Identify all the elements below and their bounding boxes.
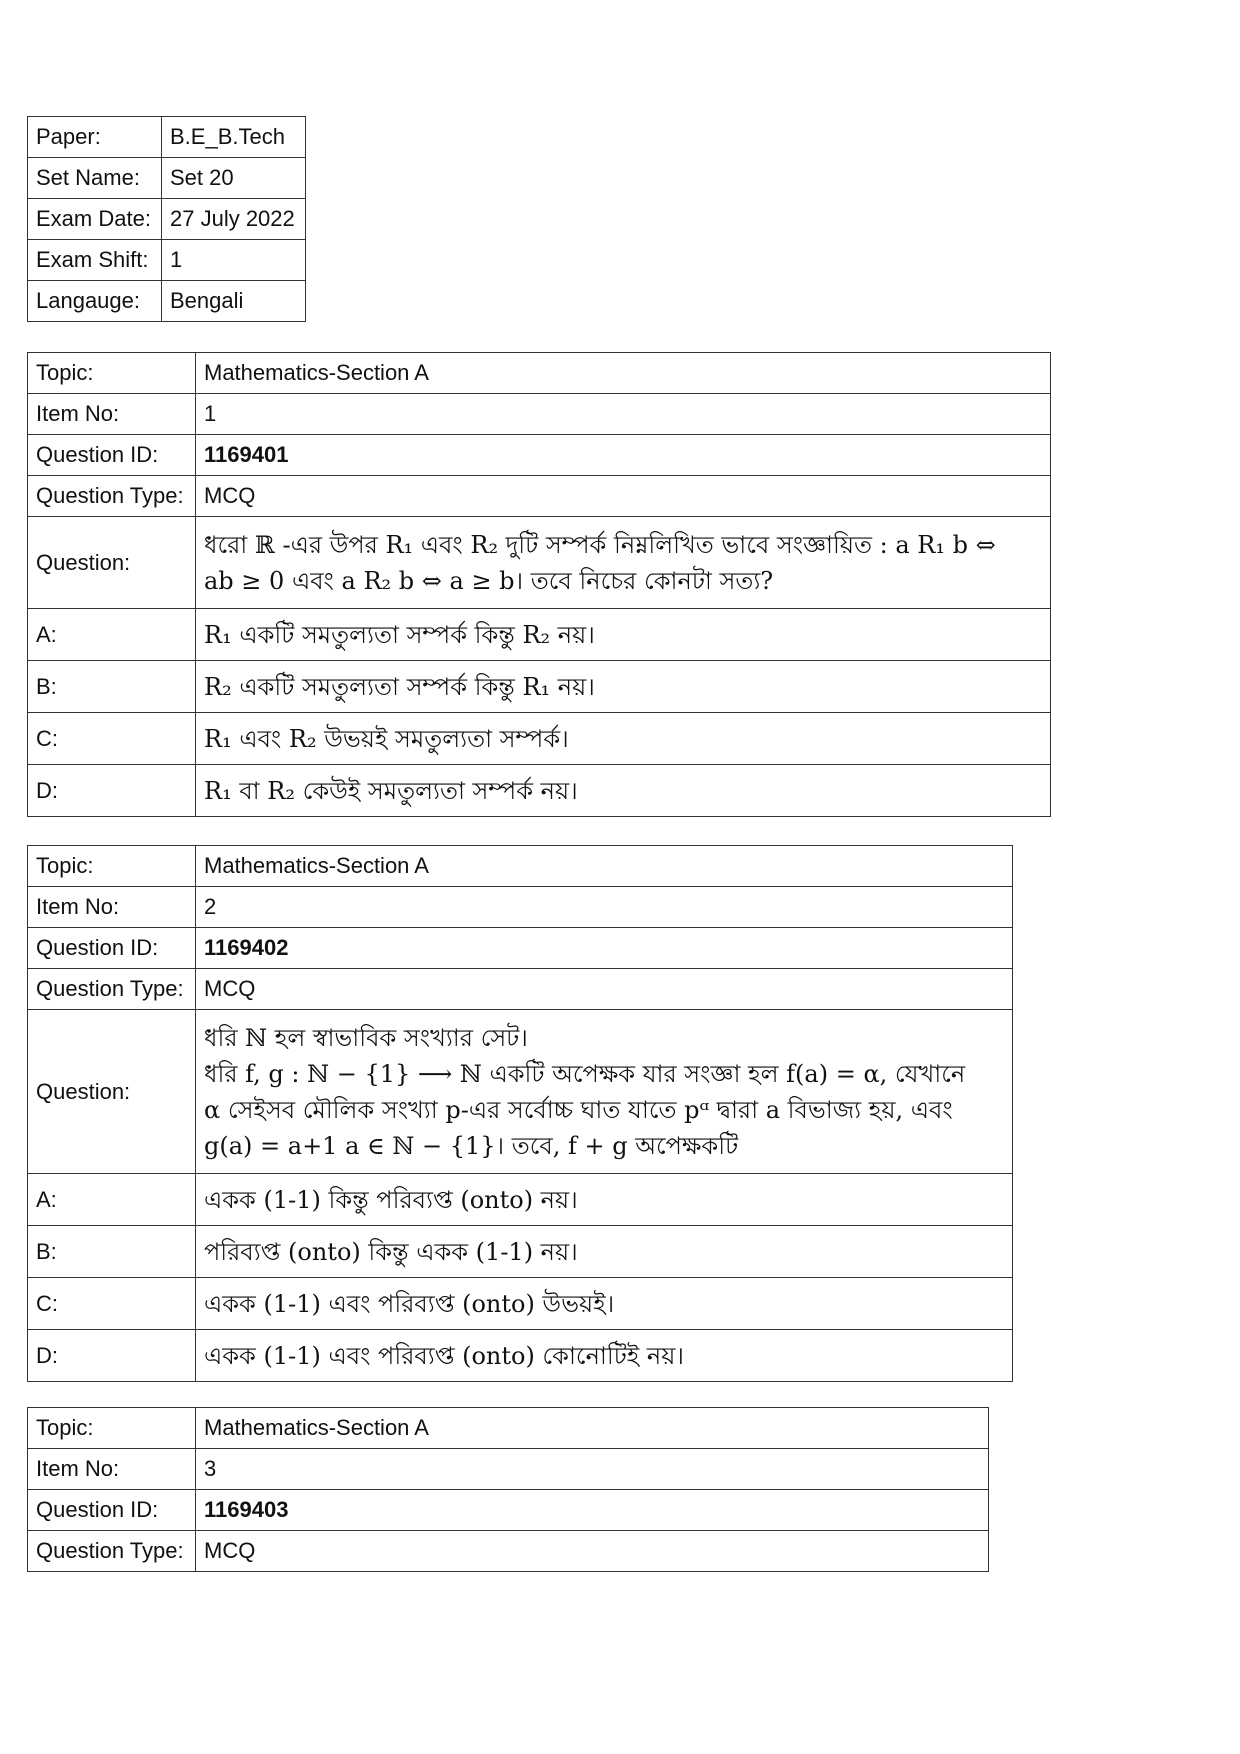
item-no-label: Item No: [28, 1449, 196, 1490]
option-c-text: একক (1-1) এবং পরিব্যপ্ত (onto) উভয়ই। [196, 1278, 1013, 1330]
topic-value: Mathematics-Section A [196, 846, 1013, 887]
item-no-value: 3 [196, 1449, 989, 1490]
topic-row [28, 353, 1051, 394]
exam-shift-label: Exam Shift: [28, 240, 162, 281]
option-a-label: A: [28, 1174, 196, 1226]
option-b-label: B: [28, 661, 196, 713]
option-d-row [28, 1330, 1013, 1382]
question-text [196, 1010, 1013, 1174]
topic-label: Topic: [28, 353, 196, 394]
paper-row [28, 117, 306, 158]
exam-date-label: Exam Date: [28, 199, 162, 240]
item-no-row [28, 1449, 989, 1490]
option-b-text: পরিব্যপ্ত (onto) কিন্তু একক (1-1) নয়। [196, 1226, 1013, 1278]
question-id-row [28, 1490, 989, 1531]
option-a-row [28, 1174, 1013, 1226]
question-type-value: MCQ [196, 476, 1051, 517]
set-name-value: Set 20 [162, 158, 306, 199]
option-b-label: B: [28, 1226, 196, 1278]
item-no-row [28, 887, 1013, 928]
question-type-value: MCQ [196, 969, 1013, 1010]
item-no-value: 1 [196, 394, 1051, 435]
topic-label: Topic: [28, 1408, 196, 1449]
question-label: Question: [28, 1010, 196, 1174]
exam-date-row [28, 199, 306, 240]
option-c-label: C: [28, 713, 196, 765]
question-id-label: Question ID: [28, 928, 196, 969]
option-c-text: R₁ এবং R₂ উভয়ই সমতুল্যতা সম্পর্ক। [196, 713, 1051, 765]
option-c-row [28, 1278, 1013, 1330]
language-value: Bengali [162, 281, 306, 322]
option-c-label: C: [28, 1278, 196, 1330]
question-type-value: MCQ [196, 1531, 989, 1572]
question-2-table [27, 845, 1013, 1382]
question-line: α সেইসব মৌলিক সংখ্যা p-এর সর্বোচ্চ ঘাত যাতে pᵅ দ্বারা a বিভাজ্য হয়, এবং [204, 1095, 953, 1124]
question-line: g(a) = a+1 a ∈ ℕ − {1}। তবে, f + g অপেক্ষকটি [204, 1131, 739, 1160]
option-d-text: একক (1-1) এবং পরিব্যপ্ত (onto) কোনোটিই নয়। [196, 1330, 1013, 1382]
question-id-value: 1169402 [196, 928, 1013, 969]
option-d-row [28, 765, 1051, 817]
set-name-label: Set Name: [28, 158, 162, 199]
paper-label: Paper: [28, 117, 162, 158]
question-label: Question: [28, 517, 196, 609]
question-row [28, 1010, 1013, 1174]
option-b-text: R₂ একটি সমতুল্যতা সম্পর্ক কিন্তু R₁ নয়। [196, 661, 1051, 713]
topic-row [28, 846, 1013, 887]
question-type-row [28, 476, 1051, 517]
question-line: ধরি f, g : ℕ − {1} ⟶ ℕ একটি অপেক্ষক যার সংজ্ঞা হল f(a) = α, যেখানে [204, 1059, 966, 1088]
topic-value: Mathematics-Section A [196, 1408, 989, 1449]
exam-shift-value: 1 [162, 240, 306, 281]
question-id-value: 1169403 [196, 1490, 989, 1531]
question-text [196, 517, 1051, 609]
question-id-value: 1169401 [196, 435, 1051, 476]
option-d-label: D: [28, 765, 196, 817]
question-row [28, 517, 1051, 609]
option-c-row [28, 713, 1051, 765]
topic-value: Mathematics-Section A [196, 353, 1051, 394]
question-type-row [28, 1531, 989, 1572]
item-no-label: Item No: [28, 887, 196, 928]
question-id-row [28, 928, 1013, 969]
option-b-row [28, 1226, 1013, 1278]
question-id-label: Question ID: [28, 435, 196, 476]
set-name-row [28, 158, 306, 199]
question-id-row [28, 435, 1051, 476]
option-a-label: A: [28, 609, 196, 661]
option-d-text: R₁ বা R₂ কেউই সমতুল্যতা সম্পর্ক নয়। [196, 765, 1051, 817]
option-a-text: R₁ একটি সমতুল্যতা সম্পর্ক কিন্তু R₂ নয়। [196, 609, 1051, 661]
item-no-row [28, 394, 1051, 435]
question-id-label: Question ID: [28, 1490, 196, 1531]
question-type-label: Question Type: [28, 969, 196, 1010]
option-b-row [28, 661, 1051, 713]
topic-row [28, 1408, 989, 1449]
item-no-label: Item No: [28, 394, 196, 435]
question-1-table [27, 352, 1051, 817]
language-label: Langauge: [28, 281, 162, 322]
question-line: ধরি ℕ হল স্বাভাবিক সংখ্যার সেট। [204, 1023, 528, 1052]
question-3-table [27, 1407, 989, 1572]
exam-shift-row [28, 240, 306, 281]
option-a-row [28, 609, 1051, 661]
option-a-text: একক (1-1) কিন্তু পরিব্যপ্ত (onto) নয়। [196, 1174, 1013, 1226]
question-type-label: Question Type: [28, 1531, 196, 1572]
topic-label: Topic: [28, 846, 196, 887]
item-no-value: 2 [196, 887, 1013, 928]
paper-value: B.E_B.Tech [162, 117, 306, 158]
question-line: ab ≥ 0 এবং a R₂ b ⇔ a ≥ b। তবে নিচের কোনটা সত্য? [204, 566, 774, 595]
language-row [28, 281, 306, 322]
exam-date-value: 27 July 2022 [162, 199, 306, 240]
question-type-label: Question Type: [28, 476, 196, 517]
paper-info-table [27, 116, 306, 322]
option-d-label: D: [28, 1330, 196, 1382]
question-line: ধরো ℝ -এর উপর R₁ এবং R₂ দুটি সম্পর্ক নিম্নলিখিত ভাবে সংজ্ঞায়িত : a R₁ b ⇔ [204, 530, 996, 559]
question-type-row [28, 969, 1013, 1010]
